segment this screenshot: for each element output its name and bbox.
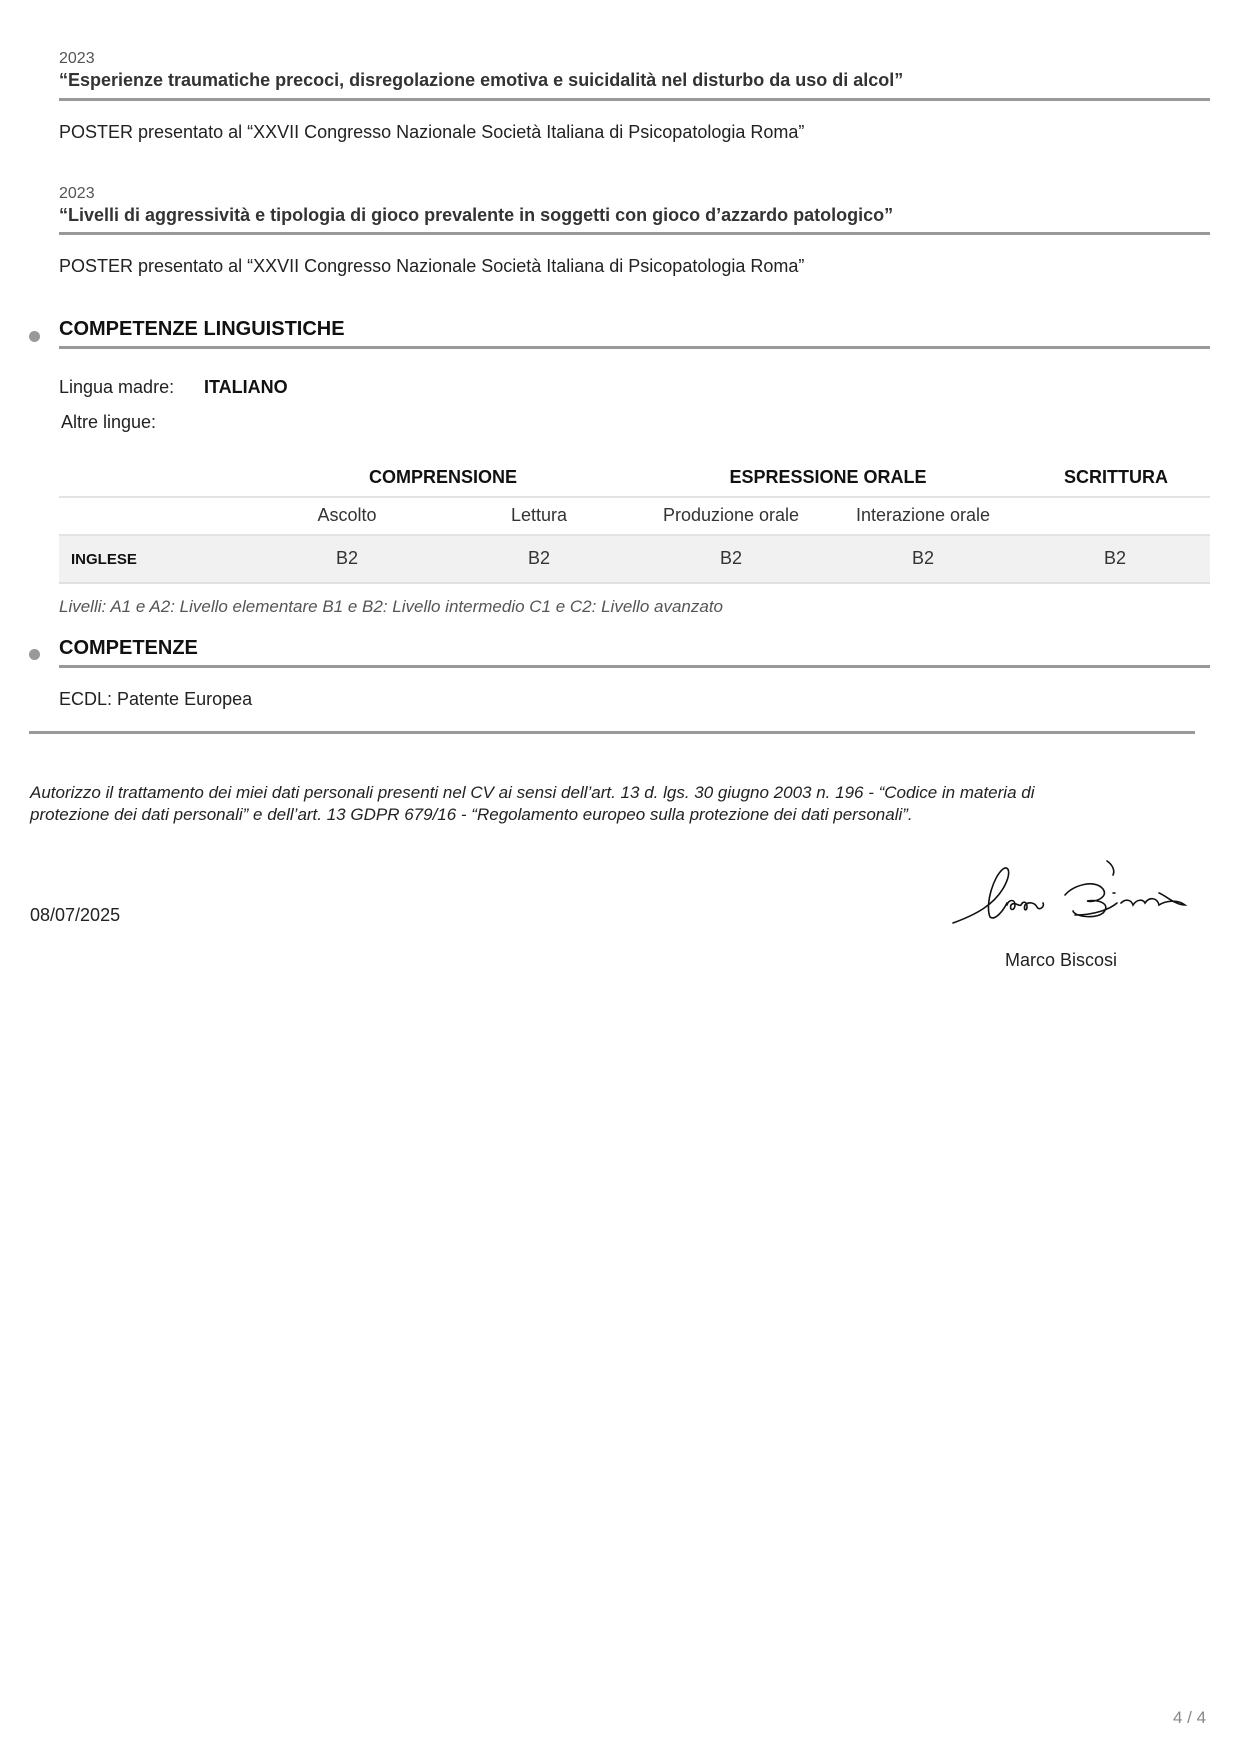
signature-image: [945, 855, 1190, 925]
level-cell: B2: [719, 548, 743, 568]
divider: [59, 232, 1210, 235]
level-cell: B2: [527, 548, 551, 568]
level-cell: B2: [911, 548, 935, 568]
levels-legend: Livelli: A1 e A2: Livello elementare B1 e B2: Livello intermedio C1 e C2: Livello avanzato: [59, 597, 723, 616]
level-cell: B2: [1103, 548, 1127, 568]
table-group-header: COMPRENSIONE: [368, 467, 518, 487]
date: 08/07/2025: [30, 905, 121, 925]
consent-text-line: Autorizzo il trattamento dei miei dati personali presenti nel CV ai sensi dell’art. 13 d. lgs. 30 giugno 2003 n. 196 - “Codice in materia di: [30, 783, 1035, 802]
divider: [59, 98, 1210, 101]
table-row: [59, 536, 1210, 584]
publication-year: 2023: [59, 50, 95, 67]
section-bullet-icon: [29, 331, 40, 342]
divider: [59, 346, 1210, 349]
mother-tongue-label: Lingua madre:: [59, 377, 175, 397]
table-subheader: Produzione orale: [662, 505, 800, 525]
publication-year: 2023: [59, 185, 95, 202]
publication-description: POSTER presentato al “XXVII Congresso Nazionale Società Italiana di Psicopatologia Roma”: [59, 122, 805, 142]
publication-title: “Esperienze traumatiche precoci, disregolazione emotiva e suicidalità nel disturbo da uso di alcol”: [59, 70, 904, 90]
signature-name: Marco Biscosi: [1005, 950, 1118, 970]
divider: [29, 731, 1195, 734]
publication-description: POSTER presentato al “XXVII Congresso Nazionale Società Italiana di Psicopatologia Roma”: [59, 256, 805, 276]
table-divider: [59, 496, 1210, 498]
divider: [59, 665, 1210, 668]
language-name: INGLESE: [71, 551, 137, 568]
table-group-header: ESPRESSIONE ORALE: [729, 467, 927, 487]
skill-item: ECDL: Patente Europea: [59, 689, 253, 709]
other-languages-label: Altre lingue:: [61, 412, 157, 432]
section-heading-languages: COMPETENZE LINGUISTICHE: [59, 318, 345, 340]
consent-text-line: protezione dei dati personali” e dell’art. 13 GDPR 679/16 - “Regolamento europeo sulla protezione dei dati personali”.: [30, 805, 913, 824]
publication-title: “Livelli di aggressività e tipologia di gioco prevalente in soggetti con gioco d’azzardo patologico”: [59, 205, 894, 225]
page-number: 4 / 4: [1173, 1708, 1207, 1727]
section-bullet-icon: [29, 649, 40, 660]
level-cell: B2: [335, 548, 359, 568]
table-group-header: SCRITTURA: [1064, 467, 1168, 487]
table-subheader: Lettura: [510, 505, 568, 525]
table-subheader: Ascolto: [317, 505, 377, 525]
table-subheader: Interazione orale: [855, 505, 991, 525]
mother-tongue-value: ITALIANO: [204, 377, 288, 397]
section-heading-skills: COMPETENZE: [59, 637, 198, 659]
